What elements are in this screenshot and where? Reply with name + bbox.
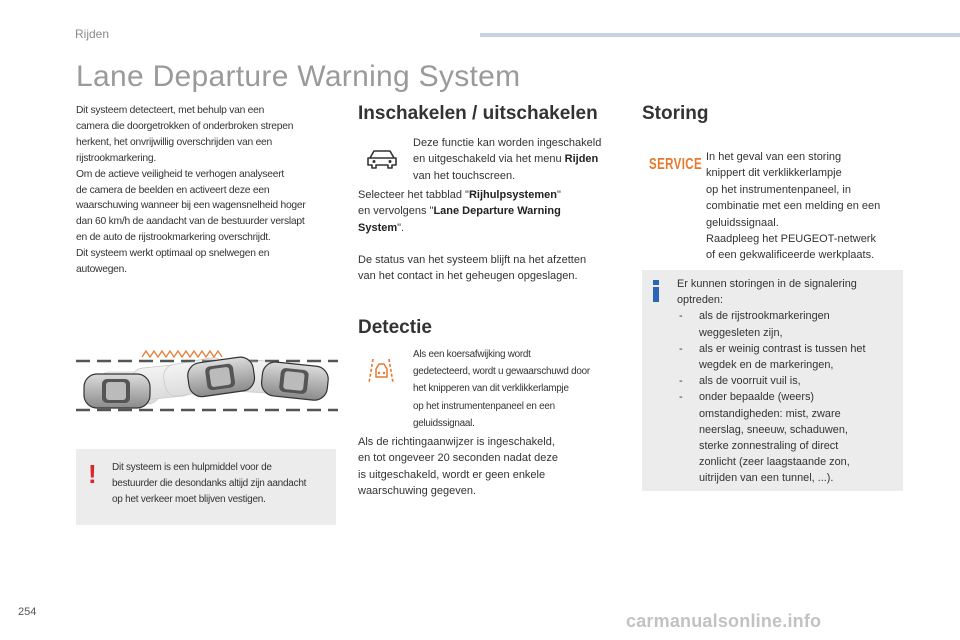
section-label: Rijden xyxy=(75,27,110,41)
warning-line: op het verkeer moet blijven vestigen. xyxy=(112,494,266,506)
list-item xyxy=(677,389,899,486)
text-line: - onder bepaalde (weers) xyxy=(699,391,815,404)
text-line: Raadpleeg het PEUGEOT-netwerk xyxy=(706,233,876,246)
intro-line: waarschuwing wanneer bij een wagensnelheid hoger xyxy=(76,200,306,212)
service-warning-icon: SERVICE xyxy=(649,157,703,174)
text-line: en tot ongeveer 20 seconden nadat deze xyxy=(358,452,558,465)
header-accent-bar xyxy=(480,33,960,37)
info-text xyxy=(677,276,899,487)
text-line: waarschuwing gegeven. xyxy=(358,485,477,498)
warning-line: Dit systeem is een hulpmiddel voor de xyxy=(112,462,272,473)
text-line xyxy=(358,187,623,203)
menu-name-rijden: Rijden xyxy=(564,153,599,166)
intro-line: dan 60 km/h de aandacht van de bestuurder verslapt xyxy=(76,216,305,228)
text-line: omstandigheden: mist, zware xyxy=(699,407,841,420)
text-line: geluidssignaal. xyxy=(413,417,475,429)
text-line: van het touchscreen. xyxy=(413,169,516,182)
detection-indicator-text xyxy=(358,434,623,500)
list-item xyxy=(677,341,899,373)
intro-line: rijstrookmarkering. xyxy=(76,152,156,164)
page-number: 254 xyxy=(18,606,37,618)
page-title: Lane Departure Warning System xyxy=(76,60,521,93)
warning-signal-icon xyxy=(142,351,222,357)
detection-icon-text xyxy=(413,346,628,432)
activation-heading: Inschakelen / uitschakelen xyxy=(358,103,598,124)
text-line: van het contact in het geheugen opgeslagen. xyxy=(358,270,578,283)
intro-line: autowegen. xyxy=(76,264,127,276)
text-line: combinatie met een melding en een xyxy=(706,200,881,213)
function-name: System xyxy=(358,221,398,234)
list-item xyxy=(677,308,899,340)
text-line: knippert dit verklikkerlampje xyxy=(706,167,842,180)
intro-text xyxy=(76,103,338,278)
tab-name: Rijhulpsystemen xyxy=(468,189,557,201)
function-name: Lane Departure Warning xyxy=(433,205,561,218)
lane-departure-warning-icon xyxy=(367,355,395,385)
text-line: uitrijden van een tunnel, ...). xyxy=(699,472,834,485)
text-line: sterke zonnestraling of direct xyxy=(699,440,839,453)
intro-line: Dit systeem werkt optimaal op snelwegen en xyxy=(76,248,270,260)
intro-line: en de auto de rijstrookmarkering overschrijdt. xyxy=(76,232,271,244)
text-line: - als de rijstrookmarkeringen xyxy=(699,310,830,323)
text-line: optreden: xyxy=(677,294,724,307)
text-span: ". xyxy=(397,221,405,234)
activation-menu-text xyxy=(413,135,628,184)
text-line xyxy=(413,151,628,167)
text-span: " xyxy=(556,189,561,201)
lane-departure-illustration xyxy=(72,340,340,420)
text-line: Deze functie kan worden ingeschakeld xyxy=(413,137,602,149)
text-line: Als de richtingaanwijzer is ingeschakeld, xyxy=(358,436,555,448)
text-line: of een gekwalificeerde werkplaats. xyxy=(706,249,875,262)
intro-line: de camera de beelden en activeert deze een xyxy=(76,184,270,196)
warning-line: bestuurder die desondanks altijd zijn aandacht xyxy=(112,478,307,490)
activation-select-text xyxy=(358,187,623,236)
car-settings-icon xyxy=(366,148,398,170)
text-line: het knipperen van dit verklikkerlampje xyxy=(413,383,569,395)
text-line: geluidssignaal. xyxy=(706,216,779,229)
text-span: en vervolgens " xyxy=(358,205,434,218)
text-line: neerslag, sneeuw, schaduwen, xyxy=(699,423,848,436)
text-line: De status van het systeem blijft na het afzetten xyxy=(358,254,587,266)
info-list xyxy=(677,308,899,486)
list-item xyxy=(677,373,899,389)
text-line: weggesleten zijn, xyxy=(699,326,783,339)
intro-line: camera die doorgetrokken of onderbroken strepen xyxy=(76,120,294,132)
text-line: op het instrumentenpaneel en een xyxy=(413,400,555,412)
fault-text xyxy=(706,149,906,264)
text-line: wegdek en de markeringen, xyxy=(699,359,834,372)
text-line: Als een koersafwijking wordt xyxy=(413,349,531,360)
text-line: gedetecteerd, wordt u gewaarschuwd door xyxy=(413,366,590,378)
text-line xyxy=(358,220,623,236)
activation-status-text xyxy=(358,252,628,285)
text-line: Er kunnen storingen in de signalering xyxy=(677,278,857,290)
intro-line: Om de actieve veiligheid te verhogen analyseert xyxy=(76,168,285,180)
car-icon xyxy=(84,374,150,408)
intro-line: herkent, het onvrijwillig overschrijden van een xyxy=(76,136,273,148)
warning-icon: ! xyxy=(88,459,97,489)
detection-heading: Detectie xyxy=(358,317,432,338)
watermark: carmanualsonline.info xyxy=(626,611,822,631)
intro-line: Dit systeem detecteert, met behulp van een xyxy=(76,105,265,116)
text-line: - als er weinig contrast is tussen het xyxy=(699,342,866,355)
car-icon xyxy=(260,361,329,402)
text-line: op het instrumentenpaneel, in xyxy=(706,183,851,196)
info-icon xyxy=(652,280,660,302)
warning-text xyxy=(112,460,332,509)
text-span: en uitgeschakeld via het menu xyxy=(413,153,565,166)
text-line: In het geval van een storing xyxy=(706,151,842,163)
text-line: is uitgeschakeld, wordt er geen enkele xyxy=(358,468,546,481)
text-line xyxy=(358,203,623,219)
text-span: Selecteer het tabblad " xyxy=(358,189,469,201)
fault-heading: Storing xyxy=(642,103,709,124)
text-line: - als de voorruit vuil is, xyxy=(699,375,801,388)
text-line: zonlicht (zeer laagstaande zon, xyxy=(699,456,850,469)
